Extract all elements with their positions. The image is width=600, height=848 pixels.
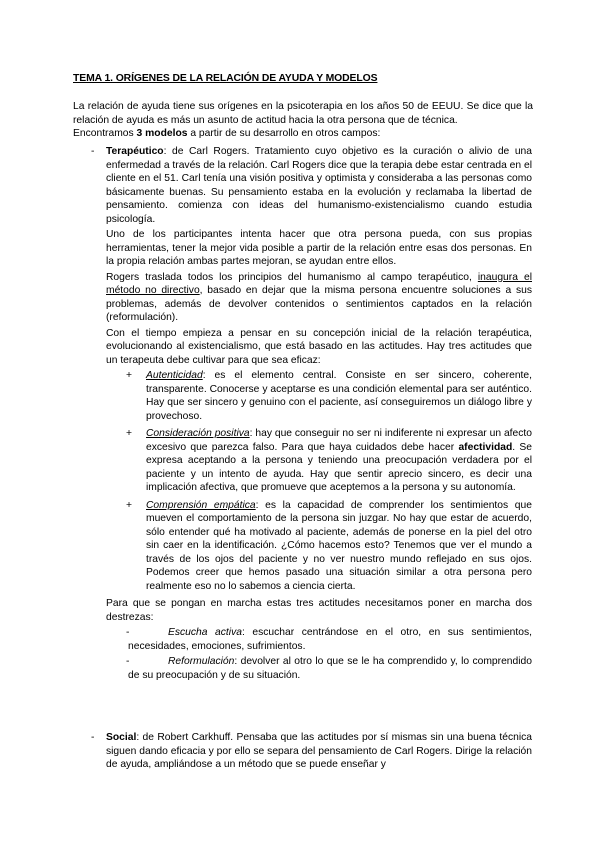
skill-term: Escucha activa [168, 627, 242, 638]
dash-bullet: - [91, 732, 95, 743]
models-intro-paragraph [73, 127, 533, 141]
skill-text: : devolver al otro lo que se le ha comprendido y, lo comprendido de su preocupación y de su situación. [128, 656, 532, 681]
attitude-term: Consideración positiva [146, 428, 250, 439]
section-social [106, 731, 532, 774]
models-intro-rest: a partir de su desarrollo en otros campos: [187, 128, 381, 139]
plus-bullet: + [126, 428, 133, 439]
attitude-body [126, 499, 532, 594]
skill-item-reformulacion [106, 655, 532, 682]
skill-item-escucha [106, 626, 532, 653]
attitude-text: : es la capacidad de comprender los sentimientos que mueven el comportamiento de la persona sin juzgar. No hay que estar de acuerdo, sólo entender qué ha motivado al paciente, además de ponerse en la piel del otro sin caer en la identificación. ¿Cómo hacemos esto? Tenemos que ver el mundo a través de los ojos del paciente y no ver nuestro mundo reflejado en sus ojos. Podemos creer que hemos pasado una situación similar a otra persona pero realmente eso no lo sabemos a ciencia cierta. [146, 499, 532, 592]
attitude-item-consideracion [106, 427, 532, 495]
attitude-body [126, 369, 532, 423]
intro-section [73, 100, 533, 141]
terapeutico-text-3a: Rogers traslada todos los principios del humanismo al campo terapéutico, [106, 271, 478, 283]
skill-body [128, 655, 532, 682]
attitude-text: : hay que conseguir no ser ni indiferente ni expresar un afecto excesivo que parezca falso. Para que haya cuidados debe hacer [146, 428, 532, 453]
skill-term: Reformulación [168, 656, 235, 667]
models-count: 3 modelos [136, 128, 188, 139]
plus-bullet: + [126, 499, 133, 511]
terapeutico-paragraph-1 [106, 145, 532, 226]
social-paragraph [106, 731, 532, 772]
attitude-term: Autenticidad [146, 370, 203, 381]
terapeutico-paragraph-4: Con el tiempo empieza a pensar en su concepción inicial de la relación terapéutica, evolucionando al existencialismo, que está basado en las actitudes. Hay tres actitudes que un terapeuta debe cultivar para que sea eficaz: [106, 327, 532, 366]
attitude-text: : es el elemento central. Consiste en ser sincero, coherente, transparente. Conocerse y aceptarse es una condición elemental para ser auténtico. Hay que ser sincero y genuino con el paciente, así conseguiremos un diálogo libre y provechoso. [146, 370, 532, 422]
dash-bullet: - [126, 656, 130, 667]
skill-body [128, 626, 532, 653]
attitude-text-cont: . Se expresa aceptando a la persona y teniendo una preocupación verdadera por el paciente y un intento de ayuda. Hay que sentir aprecio sincero, es decir una implicación afectiva, que promueve que aceptemos a la persona y su autonomía. [146, 441, 532, 493]
models-intro-text: Encontramos [73, 128, 137, 139]
skills-list [106, 626, 532, 682]
intro-paragraph: La relación de ayuda tiene sus orígenes en la psicoterapia en los años 50 de EEUU. Se dice que la relación de ayuda es más un asunto de actitud hacia la otra persona que de técnica. [73, 101, 533, 126]
social-label: Social [106, 732, 137, 743]
terapeutico-text-3c: , basado en dejar que la misma persona encuentre soluciones a sus problemas, además de devolver contenidos o sentimientos captados en la relación (reformulación). [106, 285, 532, 323]
terapeutico-paragraph-2: Uno de los participantes intenta hacer que otra persona pueda, con sus propias herramientas, tener la mejor vida posible a partir de la relación entre esas dos personas. En la propia relación ambas partes mejoran, se ayudan entre ellos. [106, 229, 532, 267]
dash-bullet: - [126, 627, 130, 638]
attitudes-list [106, 369, 532, 593]
terapeutico-paragraph-3 [106, 271, 532, 325]
attitude-bold-term: afectividad [458, 441, 513, 453]
attitude-item-comprension [106, 499, 532, 594]
social-text: : de Robert Carkhuff. Pensaba que las actitudes por sí mismas sin una buena técnica siguen dando eficacia y por ello se separa del pensamiento de Carl Rogers. Dirige la relación de ayuda, ampliándose a un método que se puede enseñar y [106, 732, 532, 770]
terapeutico-label: Terapéutico [106, 146, 164, 157]
attitude-body [126, 427, 532, 495]
page-title: TEMA 1. ORÍGENES DE LA RELACIÓN DE AYUDA Y MODELOS [73, 73, 378, 84]
skill-text: : escuchar centrándose en el otro, en sus sentimientos, necesidades, emociones, sufrimientos. [128, 627, 532, 652]
dash-bullet: - [91, 146, 95, 157]
method-highlight: inaugura el método no directivo [106, 271, 532, 296]
section-terapeutico [106, 145, 532, 684]
plus-bullet: + [126, 370, 133, 381]
attitude-item-autenticidad [106, 369, 532, 423]
attitude-term: Comprensión empática [146, 499, 256, 511]
skills-intro: Para que se pongan en marcha estas tres actitudes necesitamos poner en marcha dos destrezas: [106, 598, 532, 623]
terapeutico-text-1: : de Carl Rogers. Tratamiento cuyo objetivo es la curación o alivio de una enfermedad a través de la relación. Carl Rogers dice que la terapia debe estar centrada en el cliente en el 51. Carl tenía una visión positiva y optimista y consideraba a las personas como básicamente buenas. Su pensamiento estaba en la evolución y reclamaba la libertad de pensamiento. comienza con ideas del humanismo-existencialismo cuando estudia psicología. [106, 146, 532, 225]
